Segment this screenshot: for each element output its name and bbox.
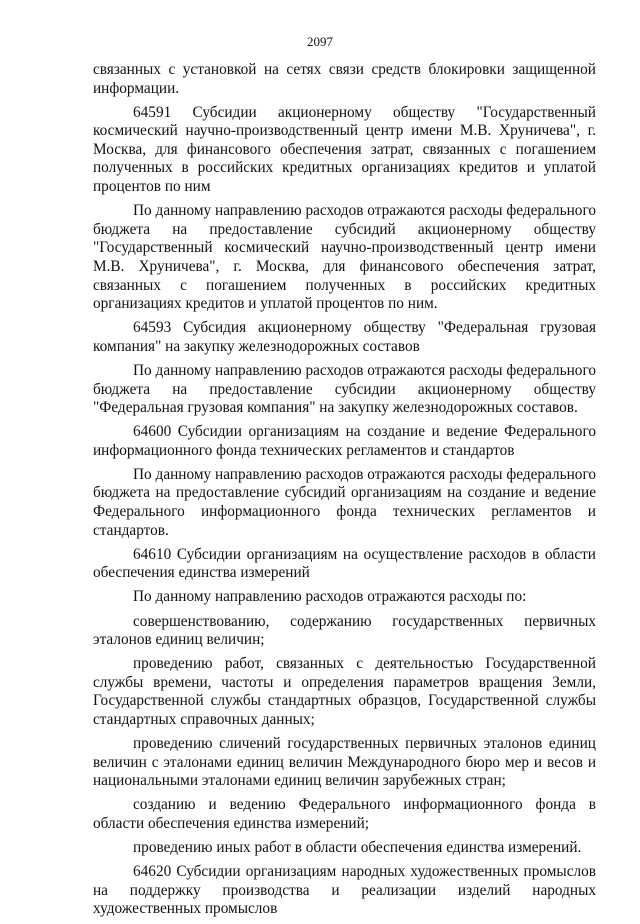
paragraph-description-64610: По данному направлению расходов отражаются расходы по: bbox=[133, 588, 527, 606]
paragraph-description-64591: По данному направлению расходов отражаются расходы федерального бюджета на предоставление субсидий акционерному обществу "Государственный космический научно-производственный центр имени М.В. Хруничева", г. Москва, для финансового обеспечения затрат, связанных с погашением полученных в российских кредитных организациях кредитов и уплатой процентов по ним. bbox=[93, 202, 596, 313]
paragraph-description-64600: По данному направлению расходов отражаются расходы федерального бюджета на предоставление субсидий организациям на создание и ведение Федерального информационного фонда технических регламентов и стандартов. bbox=[93, 465, 596, 539]
paragraph-description-64593: По данному направлению расходов отражаются расходы федерального бюджета на предоставление субсидии акционерному обществу "Федеральная грузовая компания" на закупку железнодорожных составов. bbox=[93, 361, 596, 417]
list-item-time-service: проведению работ, связанных с деятельностью Государственной службы времени, частоты и определения параметров вращения Земли, Государственной службы стандартных образцов, Государственной службы стандартных справочных данных; bbox=[93, 655, 596, 728]
page-number: 2097 bbox=[307, 34, 333, 49]
document-body bbox=[93, 61, 596, 924]
list-item-info-fund: созданию и ведению Федерального информационного фонда в области обеспечения единства измерений; bbox=[93, 796, 596, 832]
list-item-comparisons: проведению сличений государственных первичных эталонов единиц величин с эталонами единиц величин Международного бюро мер и весов и национальными эталонами единиц величин зарубежных стран; bbox=[93, 735, 596, 790]
list-item-other-works: проведению иных работ в области обеспечения единства измерений. bbox=[133, 839, 582, 857]
paragraph-heading-64600: 64600 Субсидии организациям на создание и ведение Федерального информационного фонда технических регламентов и стандартов bbox=[93, 423, 596, 459]
list-item-standards: совершенствованию, содержанию государственных первичных эталонов единиц величин; bbox=[93, 612, 596, 649]
paragraph-heading-64593: 64593 Субсидия акционерному обществу "Федеральная грузовая компания" на закупку железнодорожных составов bbox=[93, 319, 596, 355]
paragraph-heading-64591: 64591 Субсидии акционерному обществу "Государственный космический научно-производственный центр имени М.В. Хруничева", г. Москва, для финансового обеспечения затрат, связанных с погашением полученных в российских кредитных организациях кредитов и уплатой процентов по ним bbox=[93, 103, 596, 196]
paragraph-heading-64620: 64620 Субсидии организациям народных художественных промыслов на поддержку производства и реализации изделий народных художественных промыслов bbox=[93, 863, 596, 918]
paragraph-heading-64610: 64610 Субсидии организациям на осуществление расходов в области обеспечения единства измерений bbox=[93, 545, 596, 582]
paragraph-continuation: связанных с установкой на сетях связи средств блокировки защищенной информации. bbox=[93, 61, 596, 97]
